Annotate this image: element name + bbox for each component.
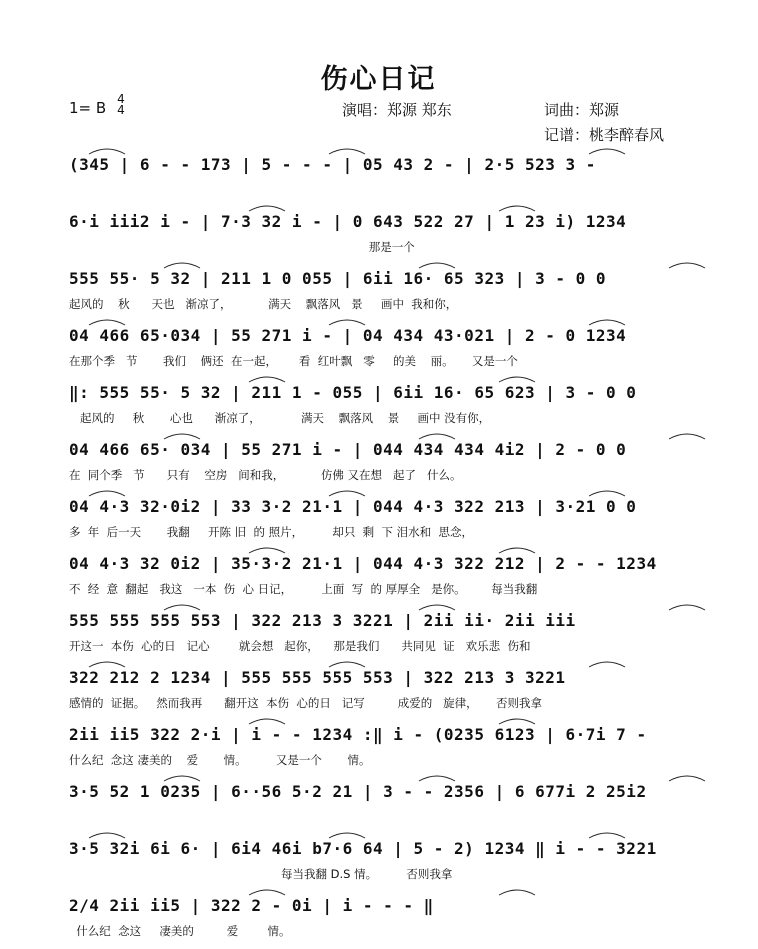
- notes-line: (345 | 6 - - 173 | 5 - - - | 05 43 2 - | 2·5 523 3 -: [69, 155, 596, 174]
- time-signature: [115, 94, 127, 116]
- lyrics-line: 开这一 本伤 心的日 记心 就会想 起你， 那是我们 共同见 证 欢乐悲 伤和: [69, 639, 531, 653]
- notes-line: 3·5 52 1 0235 | 6··56 5·2 21 | 3 - - 2356 | 6 677i 2 25i2: [69, 782, 647, 801]
- lyrics-line: 感情的 证据。 然而我再 翻开这 本伤 心的日 记写 成爱的 旋律， 否则我拿: [69, 696, 542, 710]
- lyrics-line: 不 经 意 翻起 我这 一本 伤 心 日记， 上面 写 的 厚厚全 是你。 每当我翻: [69, 582, 538, 596]
- notes-line: 6·i iii2 i - | 7·3 32 i - | 0 643 522 27 | 1 23 i) 1234: [69, 212, 627, 231]
- lyrics-line: 多 年 后一天 我翻 开陈 旧 的 照片， 却只 剩 下 泪水和 思念，: [69, 525, 473, 539]
- lyrics-line: 什么纪 念这 凄美的 爱 情。 又是一个 情。: [69, 753, 371, 767]
- singers-credit: 演唱：郑源 郑东: [342, 101, 452, 119]
- notes-line: 3·5 32i 6i 6· | 6i4 46i b7·6 64 | 5 - 2) 1234 ‖ i - - 3221: [69, 839, 657, 858]
- lyrics-line: 在 同个季 节 只有 空房 间和我， 仿佛 又在想 起了 什么。: [69, 468, 462, 482]
- time-signature-top: 4: [117, 92, 125, 106]
- lyrics-line: 每当我翻 D.S 情。 否则我拿: [69, 867, 453, 881]
- lyrics-line: 那是一个: [69, 240, 415, 254]
- transcriber-credit: 记谱：桃李醉春风: [544, 126, 665, 144]
- notes-line: 2ii ii5 322 2·i | i - - 1234 :‖ i - (0235 6123 | 6·7i 7 -: [69, 725, 647, 744]
- composer-credit: 词曲：郑源: [544, 101, 620, 119]
- notes-line: 04 4·3 32·0i2 | 33 3·2 21·1 | 044 4·3 322 213 | 3·21 0 0: [69, 497, 637, 516]
- notes-line: 04 466 65·034 | 55 271 i - | 04 434 43·021 | 2 - 0 1234: [69, 326, 627, 345]
- lyrics-line: [69, 180, 714, 200]
- score-sheet: [37, 37, 720, 938]
- notes-line: ‖: 555 55· 5 32 | 211 1 - 055 | 6ii 16· 65 623 | 3 - 0 0: [69, 383, 637, 402]
- lyrics-line: 起风的 秋 天也 渐凉了， 满天 飘落风 景 画中 我和你，: [69, 297, 458, 311]
- page-title: 伤心日记: [320, 64, 437, 95]
- notes-line: 322 212 2 1234 | 555 555 555 553 | 322 213 3 3221: [69, 668, 566, 687]
- notes-line: 2/4 2ii ii5 | 322 2 - 0i | i - - - ‖: [69, 896, 434, 915]
- notes-line: 555 555 555 553 | 322 213 3 3221 | 2ii ii· 2ii iii: [69, 611, 576, 630]
- notes-line: 04 4·3 32 0i2 | 35·3·2 21·1 | 044 4·3 322 212 | 2 - - 1234: [69, 554, 657, 573]
- lyrics-line: 起风的 秋 心也 渐凉了， 满天 飘落风 景 画中 没有你，: [69, 411, 491, 425]
- staff-row: [37, 891, 720, 949]
- lyrics-line: 什么纪 念这 凄美的 爱 情。: [69, 924, 291, 938]
- key-signature: 1= B: [69, 99, 107, 117]
- time-signature-bottom: 4: [117, 103, 125, 117]
- lyrics-line: [69, 807, 714, 827]
- lyrics-line: 在那个季 节 我们 俩还 在一起， 看 红叶飘 零 的美 丽。 又是一个: [69, 354, 518, 368]
- notes-line: 04 466 65· 034 | 55 271 i - | 044 434 434 4i2 | 2 - 0 0: [69, 440, 627, 459]
- notes-line: 555 55· 5 32 | 211 1 0 055 | 6ii 16· 65 323 | 3 - 0 0: [69, 269, 607, 288]
